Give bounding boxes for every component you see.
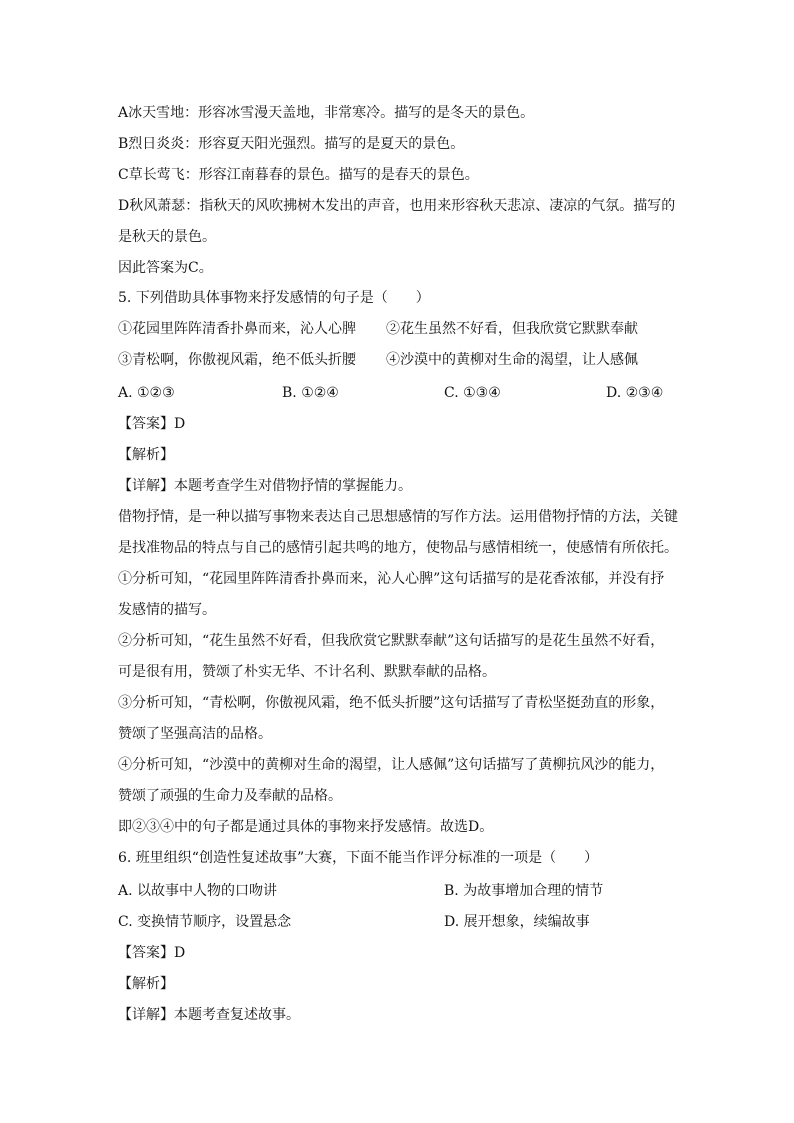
q6-option-a: A. 以故事中人物的口吻讲 [118, 883, 278, 899]
q6-option-b: B. 为故事增加合理的情节 [444, 883, 604, 899]
question-6: 6. 班里组织“创造性复述故事”大赛，下面不能当作评分标准的一项是（ ） [118, 850, 599, 866]
text-line: B烈日炎炎：形容夏天阳光强烈。描写的是夏天的景色。 [118, 136, 465, 152]
q5-detail-line: ①分析可知，“花园里阵阵清香扑鼻而来，沁人心脾”这句话描写的是花香浓郁，并没有抒 [118, 571, 665, 587]
text-line: 因此答案为C。 [118, 260, 213, 276]
q5-detail-line: 借物抒情，是一种以描写事物来表达自己思想感情的写作方法。运用借物抒情的方法，关键 [118, 509, 678, 525]
q5-statement-1: ①花园里阵阵清香扑鼻而来，沁人心脾 [118, 321, 356, 337]
q6-option-c: C. 变换情节顺序，设置悬念 [118, 914, 292, 930]
q6-detail: 【详解】本题考查复述故事。 [118, 1007, 300, 1023]
q5-detail-line: ④分析可知，“沙漠中的黄柳对生命的渴望，让人感佩”这句话描写了黄柳抗风沙的能力， [118, 757, 665, 773]
q5-option-b: B. ①②④ [282, 385, 339, 401]
q5-detail-line: 即②③④中的句子都是通过具体的事物来抒发感情。故选D。 [118, 819, 494, 835]
q6-option-d: D. 展开想象，续编故事 [444, 914, 590, 930]
q5-detail-line: ②分析可知，“花生虽然不好看，但我欣赏它默默奉献”这句话描写的是花生虽然不好看， [118, 633, 665, 649]
text-line: A冰天雪地：形容冰雪漫天盖地，非常寒冷。描写的是冬天的景色。 [118, 105, 535, 121]
q5-detail-line: ③分析可知，“青松啊，你傲视风霜，绝不低头折腰”这句话描写了青松坚挺劲直的形象， [118, 695, 665, 711]
q6-analysis-heading: 【解析】 [118, 976, 174, 992]
q5-option-d: D. ②③④ [606, 385, 664, 401]
q5-detail-line: 可是很有用，赞颂了朴实无华、不计名利、默默奉献的品格。 [118, 664, 496, 680]
q5-answer: 【答案】D [118, 416, 186, 432]
q5-statement-2: ②花生虽然不好看，但我欣赏它默默奉献 [386, 321, 638, 337]
q5-statement-4: ④沙漠中的黄柳对生命的渴望，让人感佩 [386, 352, 638, 368]
text-line: C草长莺飞：形容江南暮春的景色。描写的是春天的景色。 [118, 167, 479, 183]
q5-detail-line: 是找准物品的特点与自己的感情引起共鸣的地方，使物品与感情相统一，使感情有所依托。 [118, 540, 678, 556]
text-line: 是秋天的景色。 [118, 229, 216, 245]
question-5: 5. 下列借助具体事物来抒发感情的句子是（ ） [118, 290, 430, 306]
q5-option-a: A. ①②③ [118, 385, 175, 401]
q5-detail-line: 【详解】本题考查学生对借物抒情的掌握能力。 [118, 478, 412, 494]
q5-detail-line: 赞颂了坚强高洁的品格。 [118, 726, 272, 742]
q6-answer: 【答案】D [118, 945, 186, 961]
q5-option-c: C. ①③④ [444, 385, 501, 401]
q5-statement-3: ③青松啊，你傲视风霜，绝不低头折腰 [118, 352, 356, 368]
q5-analysis-heading: 【解析】 [118, 447, 174, 463]
q5-detail-line: 发感情的描写。 [118, 602, 216, 618]
text-line: D秋风萧瑟：指秋天的风吹拂树木发出的声音，也用来形容秋天悲凉、凄凉的气氛。描写的 [118, 198, 676, 214]
q5-detail-line: 赞颂了顽强的生命力及奉献的品格。 [118, 788, 342, 804]
